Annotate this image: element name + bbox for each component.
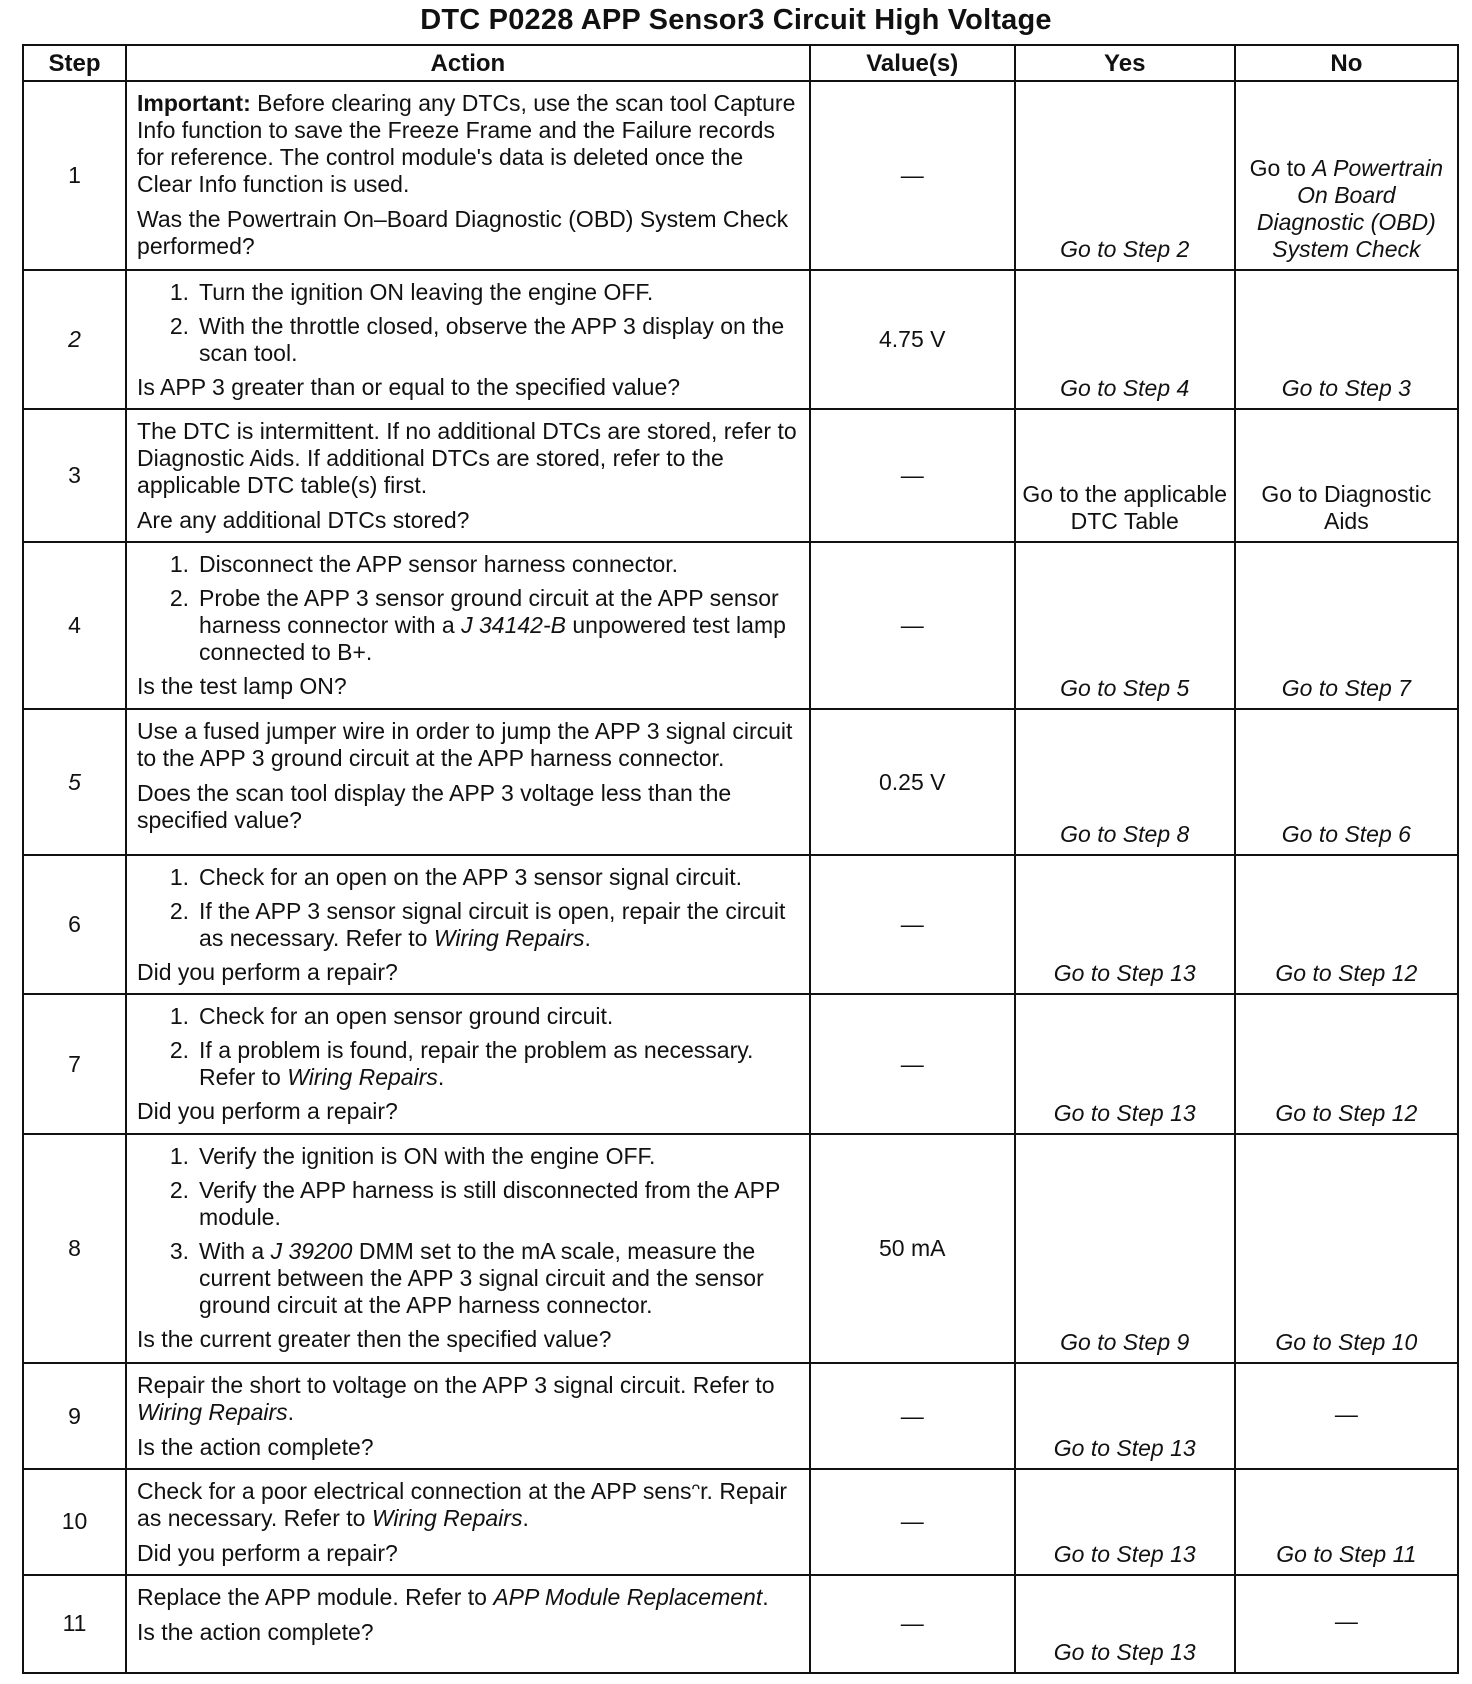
table-header-row	[23, 45, 1458, 81]
value-cell: 0.25 V	[810, 709, 1015, 855]
important-label: Important:	[137, 90, 251, 116]
action-text: Use a fused jumper wire in order to jump the APP 3 signal circuit to the APP 3 ground circuit at the APP harness connector.	[137, 718, 793, 772]
header-yes: Yes	[1015, 45, 1235, 81]
value-cell: —	[810, 1469, 1015, 1575]
no-cell: Go to Step 3	[1235, 270, 1458, 409]
no-cell: Go to Step 6	[1235, 709, 1458, 855]
table-row	[23, 709, 1458, 855]
important-note	[137, 90, 799, 198]
wiring-repairs-reference: Wiring Repairs	[371, 1504, 523, 1531]
yes-cell: Go to Step 5	[1015, 542, 1235, 709]
no-cell	[1235, 81, 1458, 270]
action-text: Check for a poor electrical connection at the APP sensᵔr. Repair as necessary. Refer to Wiring Repairs.	[137, 1477, 788, 1531]
action-cell	[126, 81, 810, 270]
no-cell: —	[1235, 1575, 1458, 1674]
table-row	[23, 270, 1458, 409]
step-number: 4	[23, 542, 126, 709]
tool-reference: J 39200	[270, 1237, 353, 1264]
no-cell: Go to Step 12	[1235, 994, 1458, 1133]
header-values: Value(s)	[810, 45, 1015, 81]
yes-cell: Go to Step 8	[1015, 709, 1235, 855]
no-cell: Go to Step 11	[1235, 1469, 1458, 1575]
table-row	[23, 1363, 1458, 1469]
value-cell: —	[810, 1363, 1015, 1469]
step-number: 10	[23, 1469, 126, 1575]
yes-cell: Go to Step 13	[1015, 1363, 1235, 1469]
action-cell	[126, 1469, 810, 1575]
action-cell	[126, 1575, 810, 1674]
important-text: Before clearing any DTCs, use the scan tool Capture Info function to save the Freeze Frame and the Failure records for reference. The control module's data is deleted once the Clear Info function is used.	[137, 90, 796, 197]
step-number: 2	[23, 270, 126, 409]
value-cell: —	[810, 1575, 1015, 1674]
action-cell	[126, 709, 810, 855]
action-text: Replace the APP module. Refer to APP Module Replacement.	[137, 1583, 769, 1610]
header-action: Action	[126, 45, 810, 81]
value-cell: 50 mA	[810, 1134, 1015, 1364]
value-cell: 4.75 V	[810, 270, 1015, 409]
table-row	[23, 855, 1458, 994]
wiring-repairs-reference: Wiring Repairs	[433, 924, 585, 951]
action-cell	[126, 542, 810, 709]
step-number: 1	[23, 81, 126, 270]
yes-cell: Go to Step 13	[1015, 855, 1235, 994]
yes-cell: Go to Step 13	[1015, 1469, 1235, 1575]
list-item: 1. Turn the ignition ON leaving the engine OFF.	[169, 278, 654, 305]
action-question: Is the test lamp ON?	[137, 673, 347, 700]
action-question: Did you perform a repair?	[137, 1098, 398, 1125]
table-row	[23, 994, 1458, 1133]
step-number: 11	[23, 1575, 126, 1674]
page-title: DTC P0228 APP Sensor3 Circuit High Voltage	[420, 4, 1052, 36]
list-item: 1. Disconnect the APP sensor harness connector.	[169, 551, 679, 578]
action-question: Was the Powertrain On–Board Diagnostic (OBD) System Check performed?	[137, 206, 789, 259]
value-cell: —	[810, 81, 1015, 270]
action-cell	[126, 1363, 810, 1469]
yes-cell: Go to Step 2	[1015, 81, 1235, 270]
yes-cell: Go to Step 4	[1015, 270, 1235, 409]
value-cell: —	[810, 542, 1015, 709]
diagnostic-table	[22, 44, 1459, 1674]
no-cell: Go to Step 7	[1235, 542, 1458, 709]
yes-cell: Go to Step 13	[1015, 994, 1235, 1133]
value-cell: —	[810, 855, 1015, 994]
value-cell: —	[810, 409, 1015, 542]
step-number: 8	[23, 1134, 126, 1364]
no-cell: Go to Step 12	[1235, 855, 1458, 994]
header-step: Step	[23, 45, 126, 81]
table-row	[23, 1469, 1458, 1575]
yes-cell: Go to the applicable DTC Table	[1015, 409, 1235, 542]
action-question: Did you perform a repair?	[137, 958, 398, 985]
action-cell	[126, 1134, 810, 1364]
table-row	[23, 81, 1458, 270]
list-item: 2. If a problem is found, repair the problem as necessary. Refer to Wiring Repairs.	[169, 1037, 754, 1091]
table-row	[23, 1134, 1458, 1364]
action-question: Is the current greater then the specified value?	[137, 1325, 612, 1352]
yes-cell: Go to Step 13	[1015, 1575, 1235, 1674]
list-item: 3. With a J 39200 DMM set to the mA scale, measure the current between the APP 3 signal circuit and the sensor ground circuit at the APP harness connector.	[169, 1237, 764, 1318]
wiring-repairs-reference: Wiring Repairs	[137, 1399, 288, 1426]
action-cell	[126, 855, 810, 994]
table-row	[23, 1575, 1458, 1674]
action-question: Did you perform a repair?	[137, 1539, 398, 1566]
action-question: Does the scan tool display the APP 3 voltage less than the specified value?	[137, 780, 732, 834]
no-cell: —	[1235, 1363, 1458, 1469]
action-cell	[126, 409, 810, 542]
wiring-repairs-reference: Wiring Repairs	[287, 1064, 438, 1091]
list-item: 2. With the throttle closed, observe the APP 3 display on the scan tool.	[169, 312, 785, 366]
list-item: 2. Probe the APP 3 sensor ground circuit at the APP sensor harness connector with a J 34142-B unpowered test lamp connected to B+.	[169, 585, 786, 666]
list-item: 1. Check for an open on the APP 3 sensor signal circuit.	[169, 863, 742, 890]
list-item: 1. Check for an open sensor ground circuit.	[169, 1003, 614, 1030]
step-number: 5	[23, 709, 126, 855]
no-prefix: Go to	[1249, 154, 1313, 181]
list-item: 2. If the APP 3 sensor signal circuit is open, repair the circuit as necessary. Refer to Wiring Repairs.	[169, 897, 786, 951]
table-row	[23, 409, 1458, 542]
step-number: 9	[23, 1363, 126, 1469]
step-number: 7	[23, 994, 126, 1133]
action-question: Is APP 3 greater than or equal to the specified value?	[137, 373, 681, 400]
action-question: Is the action complete?	[137, 1434, 374, 1461]
action-cell	[126, 994, 810, 1133]
action-text: Repair the short to voltage on the APP 3 signal circuit. Refer to Wiring Repairs.	[137, 1372, 775, 1426]
module-replacement-reference: APP Module Replacement	[493, 1583, 763, 1610]
list-item: 1. Verify the ignition is ON with the engine OFF.	[169, 1142, 656, 1169]
no-cell: Go to Step 10	[1235, 1134, 1458, 1364]
step-number: 3	[23, 409, 126, 542]
value-cell: —	[810, 994, 1015, 1133]
action-question: Is the action complete?	[137, 1618, 374, 1645]
table-row	[23, 542, 1458, 709]
yes-cell: Go to Step 9	[1015, 1134, 1235, 1364]
list-item: 2. Verify the APP harness is still disconnected from the APP module.	[169, 1176, 780, 1230]
header-no: No	[1235, 45, 1458, 81]
action-text: The DTC is intermittent. If no additional DTCs are stored, refer to Diagnostic Aids. If additional DTCs are stored, refer to the applicable DTC table(s) first.	[137, 418, 797, 499]
action-question: Are any additional DTCs stored?	[137, 507, 470, 534]
no-cell: Go to Diagnostic Aids	[1235, 409, 1458, 542]
action-cell	[126, 270, 810, 409]
no-reference: A Powertrain On Board Diagnostic (OBD) System Check	[1256, 154, 1444, 262]
tool-reference: J 34142-B	[461, 612, 566, 639]
step-number: 6	[23, 855, 126, 994]
